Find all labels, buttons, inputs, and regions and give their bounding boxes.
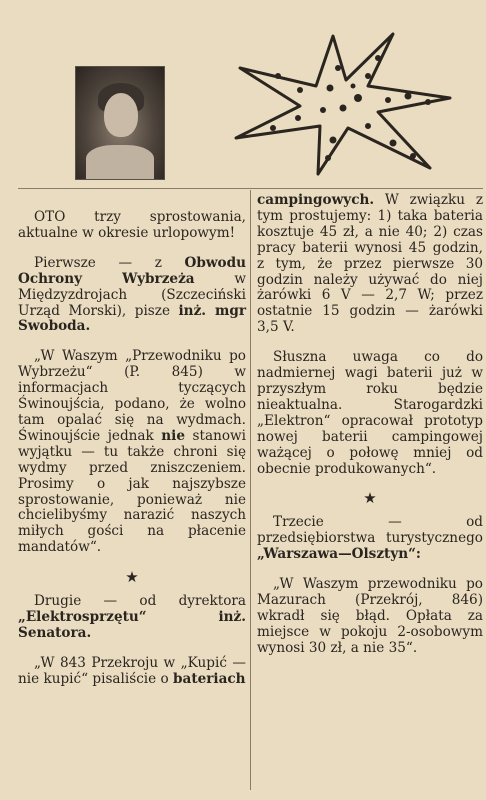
author-portrait — [75, 66, 165, 180]
second-quote-paragraph: „W 843 Przekroju w „Kupić — nie kupić“ pisaliście o bateriach — [18, 654, 246, 687]
starfish-illustration — [218, 28, 468, 178]
second-note-paragraph: Słuszna uwaga co do nadmiernej wagi baterii już w przyszłym roku będzie nieaktualna. Starogardzki „Elektron“ opracował prototyp nowej baterii campingowej ważącej o połowę mniej od obecnie produkowanych“. — [257, 349, 483, 477]
third-quote-paragraph: „W Waszym przewodniku po Mazurach (Przekrój, 846) wkradł się błąd. Opłata za miejsce w pokoju 2-osobowym wynosi 30 zł, a nie 35“. — [257, 576, 483, 656]
second-org: „Elektrosprzętu“ inż. Senatora. — [18, 608, 246, 641]
right-column — [257, 193, 483, 671]
portrait-face — [104, 93, 138, 137]
second-quote-continuation: campingowych. W związku z tym prostujemy: 1) taka bateria kosztuje 45 zł, a nie 40; 2) czas pracy baterii wynosi 45 godzin, z tym, że przez pierwsze 30 godzin należy używać do niej żarówki 6 V — 2,7 W; przez ostatnie 15 godzin — żarówki 3,5 V. — [257, 192, 483, 336]
second-lead-paragraph: Drugie — od dyrektora „Elektrosprzętu“ inż. Senatora. — [18, 593, 246, 641]
first-org: Obwodu Ochrony Wybrzeża — [18, 254, 246, 287]
portrait-collar — [86, 145, 154, 179]
top-rule — [18, 188, 483, 189]
third-lead-paragraph: Trzecie — od przedsiębiorstwa turystycznego „Warszawa—Olsztyn“: — [257, 514, 483, 563]
first-quote-paragraph: „W Waszym „Przewodniku po Wybrzeżu“ (P. 845) w informacjach tyczących Świnoujścia, podano, że wolno tam opalać się na wydmach. Świnoujście jednak nie stanowi wyjątku — tu także chroni się wydmy przed zniszczeniem. Prosimy o jak najszybsze sprostowanie, ponieważ nie chcielibyśmy narazić naszych miłych gości na płacenie mandatów“. — [18, 348, 246, 556]
first-lead-paragraph: Pierwsze — z Obwodu Ochrony Wybrzeża w Międzyzdrojach (Szczeciński Urząd Morski), pisze inż. mgr Swoboda. — [18, 254, 246, 335]
separator-star-icon: ★ — [125, 568, 139, 587]
separator-star-icon: ★ — [363, 489, 377, 508]
third-org: „Warszawa—Olsztyn“: — [257, 546, 421, 563]
first-author: inż. mgr Swoboda. — [18, 302, 246, 335]
intro-paragraph: OTO trzy sprostowania, aktualne w okresie urlopowym! — [18, 209, 246, 241]
left-column — [18, 210, 246, 702]
column-divider — [250, 190, 251, 790]
